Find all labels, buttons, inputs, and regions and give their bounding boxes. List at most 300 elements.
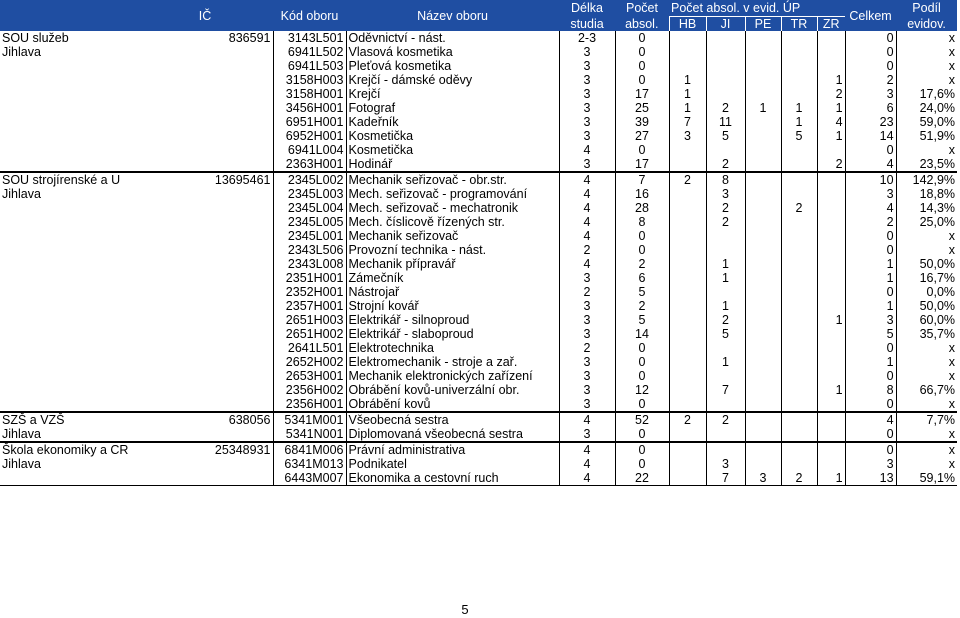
cell-hb — [669, 45, 706, 59]
table-row — [0, 369, 957, 383]
cell-pe — [745, 229, 781, 243]
cell-hb — [669, 355, 706, 369]
cell-nazev: Mech. seřizovač - mechatronik — [346, 201, 559, 215]
cell-tr — [781, 457, 817, 471]
cell-school — [0, 201, 137, 215]
cell-pe — [745, 271, 781, 285]
cell-zr — [817, 243, 845, 257]
cell-podil: x — [896, 341, 957, 355]
cell-ji: 1 — [706, 299, 745, 313]
cell-zr — [817, 215, 845, 229]
table-row — [0, 243, 957, 257]
cell-nazev: Podnikatel — [346, 457, 559, 471]
header-tr: TR — [781, 17, 817, 32]
cell-tr — [781, 157, 817, 172]
cell-nazev: Krejčí - dámské oděvy — [346, 73, 559, 87]
cell-delka: 2 — [559, 243, 615, 257]
table-row — [0, 397, 957, 412]
cell-pe — [745, 31, 781, 45]
table-row — [0, 327, 957, 341]
cell-school — [0, 129, 137, 143]
cell-ic — [137, 257, 273, 271]
cell-podil: 0,0% — [896, 285, 957, 299]
cell-celkem: 4 — [845, 201, 896, 215]
cell-tr — [781, 143, 817, 157]
header-pocet-evid: Počet absol. v evid. ÚP — [669, 0, 845, 17]
cell-kod: 6941L503 — [273, 59, 346, 73]
table-row — [0, 471, 957, 486]
cell-pe — [745, 369, 781, 383]
cell-podil: 50,0% — [896, 299, 957, 313]
cell-pe — [745, 87, 781, 101]
cell-kod: 2345L001 — [273, 229, 346, 243]
cell-kod: 2356H002 — [273, 383, 346, 397]
header-hb: HB — [669, 17, 706, 32]
cell-podil: 23,5% — [896, 157, 957, 172]
cell-zr — [817, 172, 845, 187]
cell-zr: 4 — [817, 115, 845, 129]
cell-ji — [706, 45, 745, 59]
cell-pocet: 5 — [615, 285, 669, 299]
cell-nazev: Diplomovaná všeobecná sestra — [346, 427, 559, 442]
cell-ic: 25348931 — [137, 442, 273, 457]
cell-hb — [669, 31, 706, 45]
cell-nazev: Pleťová kosmetika — [346, 59, 559, 73]
cell-school — [0, 257, 137, 271]
cell-tr — [781, 45, 817, 59]
cell-delka: 4 — [559, 143, 615, 157]
cell-kod: 6341M013 — [273, 457, 346, 471]
cell-celkem: 3 — [845, 87, 896, 101]
cell-ji: 7 — [706, 471, 745, 486]
cell-kod: 2351H001 — [273, 271, 346, 285]
cell-hb — [669, 271, 706, 285]
table-row — [0, 355, 957, 369]
cell-celkem: 23 — [845, 115, 896, 129]
cell-podil: 50,0% — [896, 257, 957, 271]
table-row — [0, 341, 957, 355]
cell-hb — [669, 327, 706, 341]
cell-zr: 1 — [817, 73, 845, 87]
cell-ji — [706, 229, 745, 243]
cell-celkem: 5 — [845, 327, 896, 341]
cell-tr — [781, 257, 817, 271]
cell-ic — [137, 143, 273, 157]
cell-ic: 836591 — [228, 31, 271, 45]
header-delka-2: studia — [559, 17, 615, 32]
cell-zr: 1 — [817, 471, 845, 486]
cell-celkem: 0 — [845, 59, 896, 73]
cell-podil: 51,9% — [896, 129, 957, 143]
cell-zr — [817, 427, 845, 442]
cell-celkem: 0 — [845, 427, 896, 442]
cell-pe — [745, 355, 781, 369]
cell-delka: 3 — [559, 101, 615, 115]
cell-tr — [781, 383, 817, 397]
cell-delka: 3 — [559, 369, 615, 383]
cell-celkem: 0 — [845, 143, 896, 157]
cell-pocet: 2 — [615, 257, 669, 271]
cell-podil: x — [896, 73, 957, 87]
table-row — [0, 427, 957, 442]
cell-kod: 3456H001 — [273, 101, 346, 115]
cell-ic — [137, 397, 273, 412]
header-podil-2: evidov. — [896, 17, 957, 32]
cell-nazev: Obrábění kovů — [346, 397, 559, 412]
cell-pe — [745, 73, 781, 87]
cell-ic — [137, 45, 273, 59]
cell-podil: 59,1% — [896, 471, 957, 486]
cell-kod: 2357H001 — [273, 299, 346, 313]
cell-ji: 2 — [706, 201, 745, 215]
cell-hb — [669, 313, 706, 327]
cell-pe — [745, 215, 781, 229]
cell-delka: 4 — [559, 442, 615, 457]
cell-zr — [817, 59, 845, 73]
cell-pocet: 7 — [615, 172, 669, 187]
cell-hb — [669, 257, 706, 271]
cell-kod: 2345L005 — [273, 215, 346, 229]
cell-delka: 3 — [559, 45, 615, 59]
cell-hb — [669, 229, 706, 243]
cell-school — [0, 397, 137, 412]
cell-celkem: 0 — [845, 341, 896, 355]
cell-podil: 17,6% — [896, 87, 957, 101]
cell-podil: x — [896, 369, 957, 383]
cell-pocet: 17 — [615, 87, 669, 101]
cell-delka: 3 — [559, 129, 615, 143]
cell-tr: 2 — [781, 471, 817, 486]
header-zr: ZR — [817, 17, 845, 32]
cell-ic — [137, 427, 273, 442]
cell-podil: x — [896, 427, 957, 442]
cell-podil: 59,0% — [896, 115, 957, 129]
cell-celkem: 2 — [845, 215, 896, 229]
cell-delka: 4 — [559, 187, 615, 201]
cell-hb — [669, 285, 706, 299]
cell-school — [0, 157, 137, 172]
cell-ji: 2 — [706, 313, 745, 327]
cell-zr — [817, 442, 845, 457]
cell-podil: x — [896, 442, 957, 457]
cell-kod: 2651H003 — [273, 313, 346, 327]
cell-ji — [706, 59, 745, 73]
header-kod-oboru: Kód oboru — [273, 0, 346, 31]
cell-tr — [781, 285, 817, 299]
cell-zr — [817, 201, 845, 215]
cell-ji: 3 — [706, 457, 745, 471]
cell-nazev: Mech. seřizovač - programování — [346, 187, 559, 201]
cell-delka: 3 — [559, 87, 615, 101]
header-delka-1: Délka — [559, 0, 615, 17]
cell-school: SOU strojírenské a U — [0, 172, 137, 187]
cell-delka: 3 — [559, 327, 615, 341]
cell-podil: 24,0% — [896, 101, 957, 115]
cell-school — [0, 313, 137, 327]
cell-ji: 2 — [706, 157, 745, 172]
cell-pe — [745, 299, 781, 313]
table-row — [0, 412, 957, 427]
cell-ji — [706, 243, 745, 257]
cell-pe — [745, 143, 781, 157]
table-row — [0, 101, 957, 115]
cell-ic — [137, 157, 273, 172]
cell-tr — [781, 73, 817, 87]
cell-zr — [817, 143, 845, 157]
cell-celkem: 0 — [845, 243, 896, 257]
cell-ji — [706, 31, 745, 45]
cell-zr — [817, 31, 845, 45]
cell-kod: 2343L506 — [273, 243, 346, 257]
cell-hb — [669, 59, 706, 73]
cell-nazev: Kosmetička — [346, 143, 559, 157]
table-row — [0, 87, 957, 101]
cell-podil: x — [896, 59, 957, 73]
cell-kod: 6941L004 — [273, 143, 346, 157]
cell-tr — [781, 172, 817, 187]
cell-ji — [706, 369, 745, 383]
cell-podil: 14,3% — [896, 201, 957, 215]
cell-nazev: Mechanik seřizovač — [346, 229, 559, 243]
cell-delka: 4 — [559, 229, 615, 243]
cell-school — [0, 229, 137, 243]
cell-celkem: 0 — [845, 45, 896, 59]
cell-kod: 2352H001 — [273, 285, 346, 299]
table-row — [0, 172, 957, 187]
cell-celkem: 1 — [845, 355, 896, 369]
cell-zr — [817, 457, 845, 471]
cell-celkem: 6 — [845, 101, 896, 115]
table-header — [0, 0, 957, 31]
cell-ic — [137, 129, 273, 143]
cell-ji: 2 — [706, 412, 745, 427]
cell-delka: 2 — [559, 285, 615, 299]
cell-ji: 1 — [706, 271, 745, 285]
cell-celkem: 0 — [845, 369, 896, 383]
cell-nazev: Ekonomika a cestovní ruch — [346, 471, 559, 486]
cell-pe — [745, 327, 781, 341]
cell-school — [0, 271, 137, 285]
cell-podil: 18,8% — [896, 187, 957, 201]
header-nazev-oboru: Název oboru — [346, 0, 559, 31]
cell-kod: 6951H001 — [273, 115, 346, 129]
cell-delka: 3 — [559, 157, 615, 172]
table-row — [0, 257, 957, 271]
cell-kod: 2345L002 — [273, 172, 346, 187]
cell-celkem: 0 — [845, 442, 896, 457]
cell-pocet: 39 — [615, 115, 669, 129]
cell-celkem: 14 — [845, 129, 896, 143]
cell-nazev: Kosmetička — [346, 129, 559, 143]
cell-pocet: 14 — [615, 327, 669, 341]
cell-nazev: Mech. číslicově řízených str. — [346, 215, 559, 229]
table-row — [0, 383, 957, 397]
cell-tr — [781, 187, 817, 201]
cell-pocet: 0 — [615, 457, 669, 471]
cell-celkem: 13 — [845, 471, 896, 486]
table-row — [0, 442, 957, 457]
cell-pocet: 0 — [615, 341, 669, 355]
cell-school — [0, 383, 137, 397]
table-row — [0, 457, 957, 471]
cell-ic — [137, 73, 273, 87]
cell-ic — [137, 341, 273, 355]
cell-kod: 2345L003 — [273, 187, 346, 201]
cell-podil: x — [896, 243, 957, 257]
cell-school — [0, 215, 137, 229]
cell-ji — [706, 397, 745, 412]
cell-celkem: 0 — [845, 31, 896, 45]
cell-pocet: 12 — [615, 383, 669, 397]
cell-ji: 1 — [706, 257, 745, 271]
cell-nazev: Elektrikář - silnoproud — [346, 313, 559, 327]
cell-pe — [745, 45, 781, 59]
cell-delka: 3 — [559, 355, 615, 369]
cell-tr — [781, 442, 817, 457]
cell-delka: 3 — [559, 271, 615, 285]
cell-kod: 3143L501 — [273, 31, 346, 45]
cell-zr — [817, 271, 845, 285]
cell-pocet: 22 — [615, 471, 669, 486]
cell-pe — [745, 427, 781, 442]
cell-pocet: 17 — [615, 157, 669, 172]
cell-celkem: 4 — [845, 157, 896, 172]
cell-podil: 142,9% — [896, 172, 957, 187]
table-row — [0, 271, 957, 285]
cell-ji: 8 — [706, 172, 745, 187]
cell-ic — [137, 59, 273, 73]
cell-school: Jihlava — [2, 457, 41, 471]
cell-nazev: Všeobecná sestra — [346, 412, 559, 427]
header-podil-1: Podíl — [896, 0, 957, 17]
cell-pocet: 0 — [615, 31, 669, 45]
cell-pe — [745, 383, 781, 397]
cell-ji: 3 — [706, 187, 745, 201]
cell-ji: 2 — [706, 101, 745, 115]
cell-celkem: 2 — [845, 73, 896, 87]
cell-pe — [745, 157, 781, 172]
cell-zr: 1 — [817, 383, 845, 397]
cell-celkem: 4 — [845, 412, 896, 427]
cell-pocet: 28 — [615, 201, 669, 215]
cell-ji: 7 — [706, 383, 745, 397]
header-celkem: Celkem — [845, 0, 896, 31]
table-row — [0, 31, 957, 45]
cell-zr — [817, 327, 845, 341]
cell-podil: 7,7% — [896, 412, 957, 427]
cell-tr — [781, 341, 817, 355]
cell-zr — [817, 257, 845, 271]
cell-delka: 4 — [559, 172, 615, 187]
cell-zr — [817, 299, 845, 313]
cell-hb: 1 — [669, 101, 706, 115]
cell-zr: 2 — [817, 157, 845, 172]
cell-delka: 4 — [559, 471, 615, 486]
cell-kod: 2641L501 — [273, 341, 346, 355]
cell-podil: x — [896, 397, 957, 412]
cell-ic — [137, 201, 273, 215]
cell-ji: 5 — [706, 327, 745, 341]
cell-podil: x — [896, 31, 957, 45]
cell-zr: 2 — [817, 87, 845, 101]
cell-tr — [781, 215, 817, 229]
cell-school — [0, 243, 137, 257]
cell-ji — [706, 442, 745, 457]
cell-tr — [781, 313, 817, 327]
cell-pocet: 0 — [615, 45, 669, 59]
cell-celkem: 3 — [845, 187, 896, 201]
cell-ic — [137, 457, 273, 471]
cell-kod: 6841M006 — [273, 442, 346, 457]
cell-hb — [669, 215, 706, 229]
table-row — [0, 229, 957, 243]
cell-pocet: 16 — [615, 187, 669, 201]
cell-nazev: Nástrojař — [346, 285, 559, 299]
cell-school — [0, 87, 137, 101]
cell-podil: 35,7% — [896, 327, 957, 341]
cell-pe — [745, 285, 781, 299]
cell-ic — [137, 285, 273, 299]
cell-tr — [781, 427, 817, 442]
cell-kod: 3158H003 — [273, 73, 346, 87]
cell-pe — [745, 187, 781, 201]
cell-tr — [781, 369, 817, 383]
table-row — [0, 187, 957, 201]
cell-tr — [781, 355, 817, 369]
cell-pocet: 27 — [615, 129, 669, 143]
cell-delka: 3 — [559, 313, 615, 327]
cell-pocet: 52 — [615, 412, 669, 427]
cell-zr — [817, 369, 845, 383]
cell-kod: 5341N001 — [273, 427, 346, 442]
cell-zr: 1 — [817, 101, 845, 115]
cell-tr — [781, 271, 817, 285]
cell-nazev: Kadeřník — [346, 115, 559, 129]
cell-hb — [669, 187, 706, 201]
cell-nazev: Mechanik přípravář — [346, 257, 559, 271]
cell-ji — [706, 427, 745, 442]
cell-pe — [745, 341, 781, 355]
cell-school — [0, 115, 137, 129]
cell-celkem: 3 — [845, 313, 896, 327]
cell-tr — [781, 299, 817, 313]
cell-kod: 3158H001 — [273, 87, 346, 101]
cell-podil: 60,0% — [896, 313, 957, 327]
cell-podil: 66,7% — [896, 383, 957, 397]
cell-tr — [781, 229, 817, 243]
cell-school — [0, 285, 137, 299]
cell-school — [0, 101, 137, 115]
cell-ic — [137, 313, 273, 327]
cell-ic — [137, 369, 273, 383]
cell-nazev: Elektrotechnika — [346, 341, 559, 355]
cell-delka: 3 — [559, 59, 615, 73]
cell-delka: 4 — [559, 215, 615, 229]
cell-delka: 4 — [559, 412, 615, 427]
cell-zr — [817, 412, 845, 427]
cell-hb — [669, 341, 706, 355]
cell-ji: 11 — [706, 115, 745, 129]
cell-school — [0, 471, 137, 486]
cell-ic — [137, 187, 273, 201]
cell-hb — [669, 157, 706, 172]
cell-delka: 3 — [559, 383, 615, 397]
cell-nazev: Provozní technika - nást. — [346, 243, 559, 257]
cell-pe — [745, 243, 781, 257]
cell-pocet: 0 — [615, 229, 669, 243]
cell-tr — [781, 412, 817, 427]
cell-zr — [817, 285, 845, 299]
